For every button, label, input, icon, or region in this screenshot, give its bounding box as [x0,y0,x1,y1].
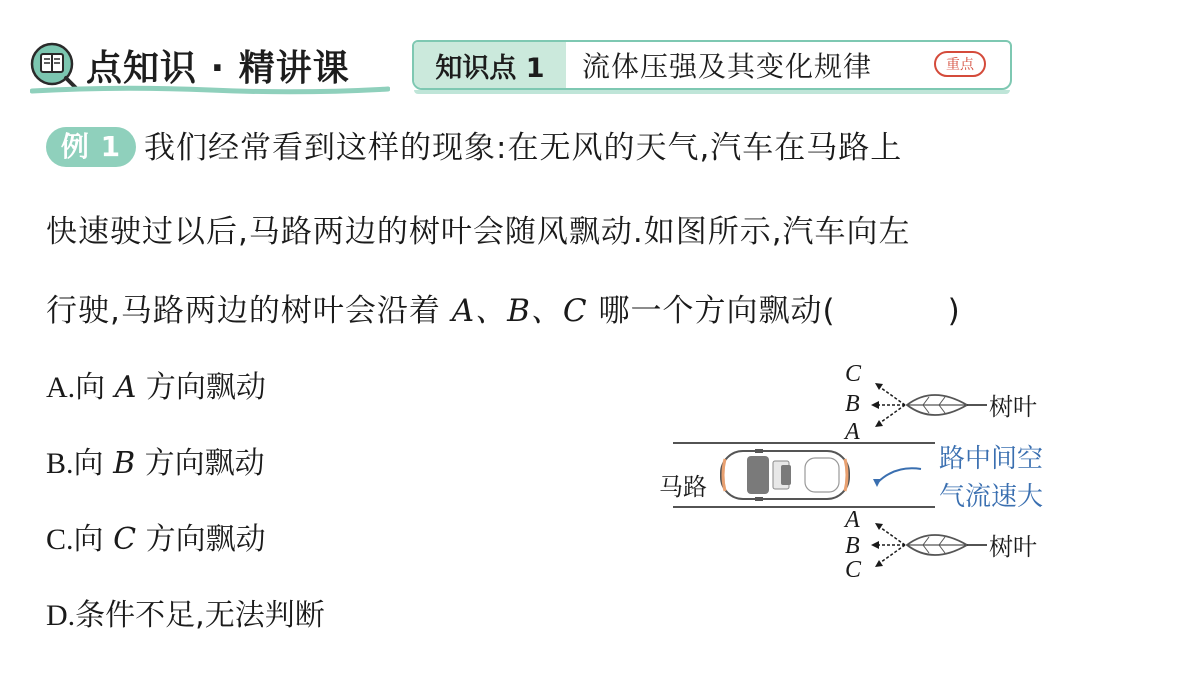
annotation-arrowhead [873,479,881,487]
direction-letters: A、B、C [451,293,588,329]
question-text-1: 我们经常看到这样的现象:在无风的天气,汽车在马路上 [144,130,903,166]
annotation-line-1: 路中间空 [939,444,1044,474]
option-b[interactable]: B.向 B 方向飘动 [46,446,265,481]
top-label-a: A [845,419,860,445]
road-label: 马路 [659,473,707,501]
top-direction-arrows [875,385,905,425]
top-leaf-icon [907,395,987,415]
car-icon [721,449,849,501]
top-label-b: B [845,391,860,417]
car-road-diagram [655,355,1075,595]
lesson-header [28,34,1018,98]
question-text-3-end: ) [947,293,961,329]
question-line-3 [46,285,961,330]
brush-underline [30,84,390,96]
question-line-1 [46,122,902,167]
annotation-arrow [877,468,921,483]
bottom-label-a: A [845,507,860,533]
knowledge-point-title: 流体压强及其变化规律 [582,50,873,83]
example-badge: 例 1 [46,127,136,167]
option-c[interactable]: C.向 C 方向飘动 [46,522,266,557]
bottom-arrowheads [871,523,883,567]
brand-title: 点知识 · 精讲课 [86,48,350,89]
bottom-label-b: B [845,533,860,559]
top-label-c: C [845,361,862,387]
option-a[interactable]: A.向 A 方向飘动 [46,370,266,405]
bottom-leaf-label: 树叶 [989,533,1037,561]
question-text-3-suffix: 哪一个方向飘动( [587,293,836,329]
top-arrowheads [871,383,883,427]
question-text-2: 快速驶过以后,马路两边的树叶会随风飘动.如图所示,汽车向左 [46,214,911,250]
top-leaf-label: 树叶 [989,393,1037,421]
bottom-label-c: C [845,557,862,583]
annotation-line-2: 气流速大 [939,482,1044,512]
key-point-badge: 重点 [934,51,986,77]
bottom-leaf-icon [907,535,987,555]
knowledge-point-tag: 知识点 1 [414,42,566,88]
question-text-3: 行驶,马路两边的树叶会沿着 [46,293,452,329]
option-d[interactable]: D.条件不足,无法判断 [46,598,325,633]
bottom-direction-arrows [875,525,905,565]
knowledge-point-box [412,40,1012,90]
